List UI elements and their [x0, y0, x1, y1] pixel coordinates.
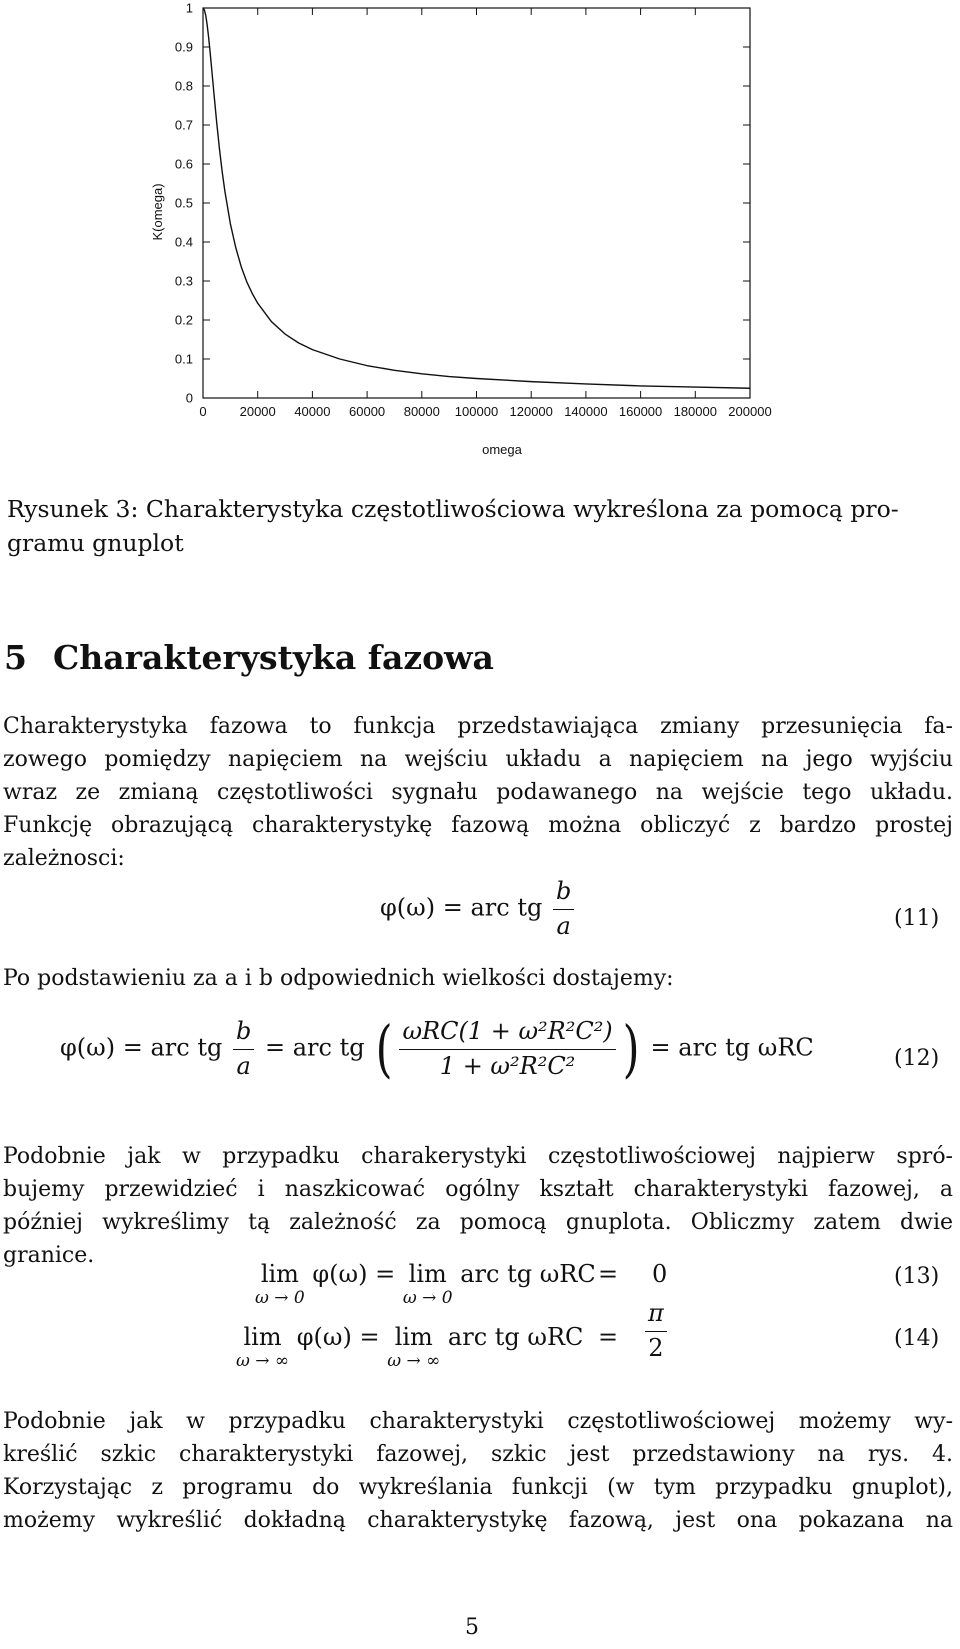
frequency-response-chart [0, 0, 960, 470]
x-tick-label: 160000 [618, 404, 663, 419]
y-tick-label: 0.7 [174, 117, 193, 133]
y-axis-ticks [175, 1, 750, 406]
page-number: 5 [465, 1615, 479, 1640]
paragraph [3, 962, 953, 995]
y-tick-label: 0.2 [174, 312, 193, 328]
eq12-denominator-1: a [236, 1051, 251, 1080]
equation-13 [255, 1262, 596, 1307]
y-tick-label: 0.6 [174, 156, 193, 172]
text-line: możemy wykreślić dokładną charakterystykę fazową, jest ona pokazana na [3, 1508, 953, 1533]
x-tick-label: 80000 [403, 404, 440, 419]
x-tick-label: 0 [199, 404, 207, 419]
y-tick-label: 0.5 [174, 195, 193, 211]
lim-text: lim [394, 1323, 433, 1351]
y-tick-label: 0.1 [174, 351, 193, 367]
text-line: później wykreślimy tą zależność za pomocą gnuplota. Obliczmy zatem dwie [3, 1210, 953, 1235]
section-title: Charakterystyka fazowa [52, 638, 494, 677]
equation-11 [380, 878, 577, 940]
x-axis-ticks [199, 8, 771, 419]
x-tick-label: 100000 [454, 404, 499, 419]
lim-text: lim [243, 1323, 282, 1351]
limit-operator [387, 1325, 440, 1370]
eq13-rhs: 0 [652, 1260, 668, 1288]
eq11-denominator: a [556, 911, 571, 940]
paragraph [3, 1405, 953, 1537]
eq12-rhs: = arc tg ωRC [650, 1033, 814, 1062]
eq14-fraction [645, 1300, 667, 1362]
equation-number: (14) [894, 1326, 940, 1351]
lim-text: lim [260, 1260, 299, 1288]
x-tick-label: 60000 [349, 404, 386, 419]
text-line: Podobnie jak w przypadku charakerystyki częstotliwościowej najpierw spró- [3, 1144, 953, 1169]
x-tick-label: 140000 [564, 404, 608, 419]
text-line: Po podstawieniu za a i b odpowiednich wielkości dostajemy: [3, 966, 674, 991]
section-heading [4, 638, 494, 677]
eq11-fraction [553, 878, 574, 940]
eq11-lhs: φ(ω) = arc tg [380, 893, 543, 922]
eq12-numerator-1: b [233, 1018, 254, 1050]
eq14-arctg: arc tg ωRC [447, 1323, 584, 1351]
limit-operator [403, 1262, 453, 1307]
equation-number: (12) [894, 1046, 940, 1071]
lim-subscript: ω → 0 [402, 1288, 453, 1308]
equation-12 [60, 1012, 814, 1086]
x-tick-label: 120000 [509, 404, 553, 419]
left-paren: ( [375, 1012, 393, 1086]
text-line: kreślić szkic charakterystyki fazowej, szkic jest przedstawiony na rys. 4. [3, 1442, 953, 1467]
eq14-numerator: π [645, 1300, 667, 1332]
text-line: wraz ze zmianą częstotliwości sygnału podawanego na wejście tego układu. [3, 780, 953, 805]
y-tick-label: 0.8 [174, 78, 193, 94]
eq12-fraction-2 [399, 1018, 615, 1080]
eq14-phi: φ(ω) = [296, 1323, 380, 1351]
paragraph [3, 710, 953, 875]
caption-line: Rysunek 3: Charakterystyka częstotliwościowa wykreślona za pomocą pro- [7, 495, 899, 523]
text-line: Podobnie jak w przypadku charakterystyki częstotliwościowej możemy wy- [3, 1409, 953, 1434]
x-tick-label: 20000 [239, 404, 276, 419]
series-layer [203, 8, 750, 388]
y-tick-label: 0.3 [174, 273, 193, 289]
x-tick-label: 200000 [728, 404, 772, 419]
x-tick-label: 180000 [673, 404, 717, 419]
equation-number: (11) [894, 906, 940, 931]
y-axis-label: K(omega) [150, 183, 165, 241]
x-axis-label: omega [482, 442, 522, 457]
limit-operator [236, 1325, 289, 1370]
plot-frame [203, 8, 750, 398]
lim-subscript: ω → 0 [255, 1288, 305, 1308]
text-line: zowego pomiędzy napięciem na wejściu układu a napięciem na jego wyjściu [3, 747, 953, 772]
eq14-equals: = [598, 1323, 619, 1351]
text-line: zależnosci: [3, 846, 125, 871]
series-line [203, 8, 750, 388]
text-line: granice. [3, 1243, 95, 1268]
eq11-numerator: b [553, 878, 574, 910]
section-number: 5 [4, 638, 27, 677]
lim-subscript: ω → ∞ [236, 1351, 290, 1371]
eq12-numerator-2: ωRC(1 + ω²R²C²) [399, 1018, 615, 1050]
paragraph [3, 1140, 953, 1272]
lim-text: lim [408, 1260, 447, 1288]
eq13-phi: φ(ω) = [312, 1260, 396, 1288]
limit-operator [255, 1262, 305, 1307]
eq12-denominator-2: 1 + ω²R²C² [439, 1051, 576, 1080]
equation-14 [236, 1325, 583, 1370]
x-tick-label: 40000 [294, 404, 331, 419]
eq13-arctg: arc tg ωRC [460, 1260, 596, 1288]
equation-number: (13) [894, 1264, 940, 1289]
text-line: Funkcję obrazującą charakterystykę fazową można obliczyć z bardzo prostej [3, 813, 953, 838]
eq12-fraction-1 [233, 1018, 254, 1080]
figure-caption [7, 492, 953, 560]
y-tick-label: 1 [185, 0, 193, 16]
plot-border [203, 8, 750, 398]
right-paren: ) [622, 1012, 640, 1086]
y-tick-label: 0.4 [174, 234, 193, 250]
text-line: bujemy przewidzieć i naszkicować ogólny kształt charakterystyki fazowej, a [3, 1177, 953, 1202]
eq14-rhs [642, 1300, 670, 1362]
lim-subscript: ω → ∞ [387, 1351, 441, 1371]
eq12-middle: = arc tg [264, 1033, 365, 1062]
eq14-denominator: 2 [648, 1333, 664, 1362]
text-line: Charakterystyka fazowa to funkcja przedstawiająca zmiany przesunięcia fa- [3, 714, 953, 739]
y-tick-label: 0 [185, 390, 193, 406]
eq13-equals: = [598, 1260, 619, 1288]
eq12-lhs: φ(ω) = arc tg [60, 1033, 223, 1062]
caption-line: gramu gnuplot [7, 529, 184, 557]
y-tick-label: 0.9 [174, 39, 193, 55]
text-line: Korzystając z programu do wykreślania funkcji (w tym przypadku gnuplot), [3, 1475, 953, 1500]
